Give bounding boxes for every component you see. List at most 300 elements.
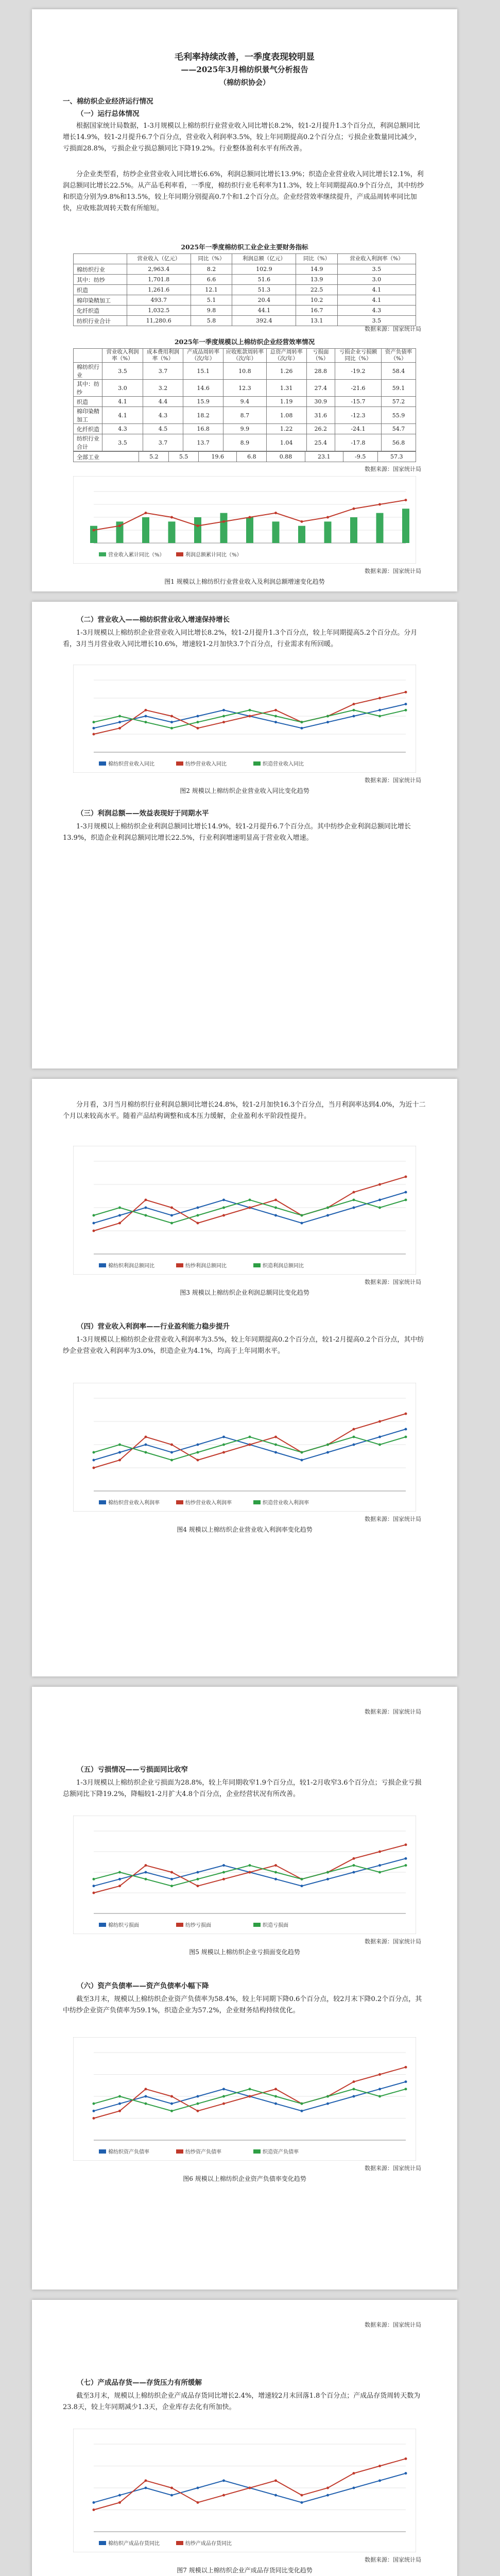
- series-point: [197, 1207, 199, 1209]
- legend-swatch: [253, 1500, 261, 1504]
- series-point: [405, 691, 407, 693]
- table-cell: 1.31: [266, 380, 306, 397]
- series-point: [274, 1214, 277, 1217]
- series-point: [249, 516, 251, 519]
- bar-mark: [402, 509, 409, 543]
- table-cell: 5.8: [191, 316, 232, 326]
- table-cell: 54.7: [382, 424, 416, 434]
- chart-frame: [73, 2037, 416, 2161]
- table-cell: 25.4: [306, 434, 335, 451]
- legend-swatch: [176, 2541, 183, 2545]
- column-header: [74, 254, 127, 264]
- table-cell: 19.6: [199, 452, 237, 462]
- table-cell: 59.1: [382, 380, 416, 397]
- series-point: [222, 2494, 225, 2497]
- table-row: [74, 424, 416, 434]
- table-cell: 8.2: [191, 264, 232, 275]
- series-point: [145, 1871, 147, 1874]
- column-header: 成本费用利润率（%）: [143, 349, 183, 363]
- subsection-heading: （五）亏损情况——亏损面同比收窄: [77, 1766, 188, 1774]
- table-cell: 5.2: [139, 452, 169, 462]
- series-point: [145, 721, 147, 723]
- table-cell: 493.7: [127, 295, 191, 306]
- series-point: [326, 2494, 329, 2497]
- table-header-row: [74, 349, 416, 363]
- series-point: [118, 715, 121, 718]
- series-point: [301, 1885, 303, 1887]
- series-point: [222, 2479, 225, 2482]
- column-header: 利润总额（亿元）: [232, 254, 296, 264]
- series-point: [222, 715, 225, 718]
- legend-label: 纺纱资产负债率: [185, 2149, 221, 2155]
- table-row: [74, 295, 416, 306]
- series-point: [378, 2095, 381, 2098]
- table-cell: 1.19: [266, 397, 306, 407]
- source-note: 数据来源：国家统计局: [365, 2165, 421, 2172]
- subsection-heading: （一）运行总体情况: [77, 110, 140, 118]
- table-row: [74, 275, 416, 285]
- table-cell: 3.5: [337, 264, 416, 275]
- series-point: [274, 1878, 277, 1880]
- row-label: 棉印染精加工: [74, 295, 127, 306]
- legend-label: 纺纱营业收入同比: [185, 761, 227, 767]
- series-point: [93, 1892, 95, 1894]
- column-header: 同比（%）: [191, 254, 232, 264]
- table-row: [74, 363, 416, 380]
- series-point: [405, 1843, 407, 1846]
- series-point: [170, 2095, 173, 2098]
- legend-swatch: [176, 1500, 183, 1504]
- series-point: [274, 512, 277, 514]
- series-point: [249, 1864, 251, 1867]
- series-point: [118, 1222, 121, 1225]
- series-point: [326, 1207, 329, 1209]
- bar-mark: [246, 517, 253, 543]
- series-point: [405, 2080, 407, 2083]
- series-point: [353, 2095, 355, 2098]
- series-point: [145, 2103, 147, 2105]
- series-point: [274, 1199, 277, 1201]
- series-point: [301, 2494, 303, 2497]
- financial-indicators-table: [73, 253, 416, 326]
- chart-frame: [73, 1146, 416, 1275]
- chart-revenue-yoy: [73, 665, 416, 773]
- series-point: [222, 1871, 225, 1874]
- source-note: 数据来源：国家统计局: [365, 326, 421, 332]
- subsection-heading: （七）产成品存货——存货压力有所缓解: [77, 2379, 202, 2387]
- table-cell: 9.4: [223, 397, 267, 407]
- chart-caption: 图7 规模以上棉纺织企业产成品存货同比变化趋势: [177, 2567, 313, 2574]
- chart-frame: [73, 1816, 416, 1934]
- bar-mark: [324, 521, 332, 543]
- table-cell: 3.2: [143, 380, 183, 397]
- legend-swatch: [99, 761, 106, 766]
- series-point: [145, 1199, 147, 1201]
- series-point: [197, 1444, 199, 1446]
- row-label: 棉纺织行业: [74, 264, 127, 275]
- series-point: [301, 520, 303, 523]
- series-point: [378, 1183, 381, 1186]
- body-paragraph: 分月看，3月当月棉纺织行业利润总额同比增长24.8%，较1-2月加快16.3个百分点，当月利润率达到4.0%，为近十二个月以来较高水平。随着产品结构调整和成本压力缓解，企业盈利水平阶段性提升。: [63, 1101, 426, 1120]
- series-point: [378, 697, 381, 700]
- table-cell: 9.8: [191, 306, 232, 316]
- legend-label: 利润总额累计同比（%）: [185, 552, 242, 558]
- series-point: [118, 727, 121, 730]
- series-point: [378, 1851, 381, 1853]
- chart-frame: [73, 2429, 416, 2552]
- series-point: [274, 2095, 277, 2098]
- series-point: [274, 2494, 277, 2497]
- column-header: [74, 349, 102, 363]
- legend-label: 织造利润总额同比: [263, 1263, 304, 1269]
- series-point: [93, 2103, 95, 2105]
- chart-caption: 图5 规模以上棉纺织企业亏损面变化趋势: [189, 1948, 300, 1956]
- body-paragraph: 分企业类型看，纺纱企业营业收入同比增长6.6%，利润总额同比增长13.9%；织造企业营业收入同比增长12.1%，利润总额同比增长22.5%。从产品毛利率看，一季度，棉纺织行业毛利率为11.3%，较上年同期提高0.9个百分点，其中纺纱和织造分别为9.8%和13.5%，较上年同期分别提高0.7个和1.2个百分点。企业经营效率继续提升，产成品周转率同比加快，应收账款周转天数有所缩短。: [63, 171, 424, 212]
- series-point: [353, 2080, 355, 2083]
- series-point: [145, 512, 147, 514]
- series-point: [405, 2458, 407, 2460]
- table-cell: 15.1: [183, 363, 223, 380]
- series-point: [118, 524, 121, 527]
- table-cell: 3.5: [102, 434, 143, 451]
- series-point: [274, 2103, 277, 2105]
- table-cell: 9.9: [223, 424, 267, 434]
- table-cell: 2,963.4: [127, 264, 191, 275]
- series-point: [378, 1444, 381, 1446]
- series-point: [93, 529, 95, 532]
- series-point: [93, 733, 95, 736]
- table-cell: 16.7: [296, 306, 337, 316]
- series-point: [222, 2088, 225, 2090]
- table-cell: 57.3: [377, 452, 416, 462]
- series-point: [118, 1214, 121, 1217]
- series-point: [118, 1207, 121, 1209]
- series-point: [145, 1207, 147, 1209]
- table-cell: 6.8: [237, 452, 267, 462]
- series-point: [118, 1459, 121, 1462]
- body-paragraph: 1-3月规模以上棉纺织企业营业收入同比增长8.2%，较1-2月提升1.3个百分点，较上年同期提高5.2个百分点。分月看，3月当月营业收入同比增长10.6%，增速较1-2月加快3.7个百分点，行业需求有所回暖。: [63, 629, 418, 648]
- table-cell: 18.2: [183, 407, 223, 424]
- table-cell: 14.9: [296, 264, 337, 275]
- column-header: 同比（%）: [296, 254, 337, 264]
- series-point: [145, 2095, 147, 2098]
- column-header: 总资产周转率（次/年）: [266, 349, 306, 363]
- series-point: [405, 1199, 407, 1201]
- table-cell: 14.6: [183, 380, 223, 397]
- table-cell: 12.3: [223, 380, 267, 397]
- series-point: [353, 507, 355, 510]
- column-header: 亏损面（%）: [306, 349, 335, 363]
- table-cell: 3.0: [102, 380, 143, 397]
- series-point: [301, 2110, 303, 2112]
- series-point: [378, 2465, 381, 2467]
- series-point: [197, 524, 199, 527]
- series-point: [145, 2479, 147, 2482]
- series-point: [118, 1444, 121, 1446]
- column-header: 产成品周转率（次/年）: [183, 349, 223, 363]
- legend-label: 纺纱亏损面: [185, 1923, 211, 1928]
- series-point: [145, 1864, 147, 1867]
- series-point: [326, 715, 329, 718]
- series-point: [249, 1436, 251, 1438]
- series-point: [118, 2110, 121, 2112]
- series-point: [222, 721, 225, 723]
- table-cell: 30.9: [306, 397, 335, 407]
- body-paragraph: 截至3月末，规模以上棉纺织企业资产负债率为58.4%，较上年同期下降0.6个百分点，较2月末下降0.2个百分点，其中纺纱企业资产负债率为59.1%，织造企业为57.2%，企业财务结构持续优化。: [63, 1995, 422, 2014]
- bar-mark: [272, 521, 280, 543]
- series-point: [405, 1436, 407, 1438]
- series-point: [353, 1871, 355, 1874]
- table-cell: 58.4: [382, 363, 416, 380]
- series-point: [170, 2103, 173, 2105]
- series-point: [353, 703, 355, 705]
- series-point: [145, 715, 147, 718]
- series-point: [222, 1436, 225, 1438]
- series-point: [249, 1207, 251, 1209]
- series-point: [353, 1864, 355, 1867]
- chart-profit-yoy: [73, 1146, 416, 1275]
- series-point: [170, 2487, 173, 2489]
- legend-label: 纺纱利润总额同比: [185, 1263, 227, 1269]
- series-point: [222, 1864, 225, 1867]
- row-label: 其中：纺纱: [74, 275, 127, 285]
- series-point: [170, 1214, 173, 1217]
- series-point: [249, 2095, 251, 2098]
- series-point: [405, 1176, 407, 1178]
- table-title: 2025年一季度规模以上棉纺织企业经营效率情况: [174, 338, 315, 346]
- column-header: 营业收入（亿元）: [127, 254, 191, 264]
- series-point: [145, 1444, 147, 1446]
- series-point: [274, 1864, 277, 1867]
- table-cell: 6.6: [191, 275, 232, 285]
- series-point: [197, 1878, 199, 1880]
- series-point: [301, 1878, 303, 1880]
- series-point: [274, 2088, 277, 2090]
- series-point: [170, 1878, 173, 1880]
- series-point: [405, 709, 407, 711]
- table-cell: 392.4: [232, 316, 296, 326]
- series-point: [145, 1878, 147, 1880]
- series-point: [93, 1467, 95, 1469]
- table-row: [74, 397, 416, 407]
- table-row: [74, 380, 416, 397]
- table-row: [74, 407, 416, 424]
- table-row: [74, 285, 416, 295]
- table-cell: -15.7: [335, 397, 381, 407]
- legend-swatch: [253, 761, 261, 766]
- series-point: [170, 1444, 173, 1446]
- series-point: [170, 1222, 173, 1225]
- table-cell: 10.2: [296, 295, 337, 306]
- table-cell: 10.8: [223, 363, 267, 380]
- series-point: [353, 1428, 355, 1431]
- table-row: [74, 264, 416, 275]
- series-point: [145, 1451, 147, 1454]
- legend-label: 织造亏损面: [263, 1923, 288, 1928]
- series-point: [353, 1191, 355, 1194]
- series-point: [274, 1436, 277, 1438]
- series-point: [274, 1444, 277, 1446]
- body-paragraph: 截至3月末，规模以上棉纺织企业产成品存货同比增长2.4%，增速较2月末回落1.8个百分点；产成品存货周转天数为23.8天，较上年同期减少1.3天，企业库存去化有所加快。: [63, 2392, 421, 2411]
- series-point: [326, 2095, 329, 2098]
- chart-caption: 图3 规模以上棉纺织企业利润总额同比变化趋势: [180, 1289, 309, 1296]
- series-point: [353, 2472, 355, 2475]
- legend-swatch: [99, 1263, 106, 1267]
- table-cell: 1,261.6: [127, 285, 191, 295]
- legend-label: 棉纺织营业收入利润率: [108, 1500, 160, 1506]
- series-point: [145, 1214, 147, 1217]
- series-point: [378, 1420, 381, 1423]
- chart-caption: 图4 规模以上棉纺织企业营业收入利润率变化趋势: [177, 1526, 313, 1533]
- series-point: [353, 2487, 355, 2489]
- series-point: [353, 709, 355, 711]
- series-point: [170, 1871, 173, 1874]
- series-point: [274, 1871, 277, 1874]
- row-label: 织造: [74, 397, 102, 407]
- bar-mark: [350, 517, 357, 543]
- series-point: [170, 2494, 173, 2497]
- series-point: [222, 1214, 225, 1217]
- source-note: 数据来源：国家统计局: [365, 1708, 421, 1715]
- bar-mark: [298, 526, 305, 543]
- series-point: [222, 1878, 225, 1880]
- series-point: [170, 727, 173, 730]
- series-point: [197, 2487, 199, 2489]
- series-point: [405, 2088, 407, 2090]
- series-point: [274, 709, 277, 711]
- legend-swatch: [99, 1923, 106, 1927]
- series-point: [301, 1459, 303, 1462]
- legend-label: 织造营业收入利润率: [263, 1500, 309, 1506]
- table-cell: 4.3: [102, 424, 143, 434]
- chart-loss-ratio: [73, 1816, 416, 1934]
- row-label: 全部工业: [74, 452, 139, 462]
- table-cell: 51.6: [232, 275, 296, 285]
- series-point: [301, 721, 303, 723]
- chart-caption: 图2 规模以上棉纺织企业营业收入同比变化趋势: [180, 787, 309, 794]
- legend-swatch: [253, 2149, 261, 2154]
- series-point: [93, 1230, 95, 1232]
- body-paragraph: 1-3月规模以上棉纺织企业利润总额同比增长14.9%，较1-2月提升6.7个百分点。其中纺纱企业利润总额同比增长13.9%，织造企业利润总额同比增长22.5%，行业利润增速明显高于营业收入增速。: [63, 823, 411, 842]
- series-point: [197, 1214, 199, 1217]
- series-point: [405, 1413, 407, 1415]
- series-point: [405, 1191, 407, 1194]
- table-cell: 0.88: [267, 452, 305, 462]
- row-label: 纺织行业合计: [74, 434, 102, 451]
- series-point: [197, 2501, 199, 2504]
- series-point: [301, 727, 303, 730]
- series-point: [118, 2103, 121, 2105]
- series-point: [326, 721, 329, 723]
- series-point: [118, 1878, 121, 1880]
- efficiency-table-continued: [73, 451, 416, 462]
- table-cell: -17.8: [335, 434, 381, 451]
- legend-swatch: [99, 552, 106, 556]
- series-point: [353, 1207, 355, 1209]
- bar-mark: [90, 526, 97, 543]
- series-point: [197, 1222, 199, 1225]
- chart-caption: 图1 规模以上棉纺织行业营业收入及利润总额增速变化趋势: [164, 578, 325, 585]
- series-point: [274, 1207, 277, 1209]
- table-cell: 4.1: [337, 295, 416, 306]
- table-cell: 4.1: [102, 407, 143, 424]
- series-point: [378, 2073, 381, 2076]
- series-point: [249, 715, 251, 718]
- series-point: [93, 1885, 95, 1887]
- series-point: [353, 715, 355, 718]
- legend-swatch: [176, 1263, 183, 1267]
- series-point: [197, 727, 199, 730]
- chart-debt-ratio: [73, 2037, 416, 2161]
- chart-caption: 图6 规模以上棉纺织企业资产负债率变化趋势: [183, 2175, 306, 2182]
- series-point: [405, 1428, 407, 1431]
- chart-frame: [73, 1383, 416, 1512]
- series-point: [326, 1444, 329, 1446]
- legend-swatch: [176, 761, 183, 766]
- series-point: [405, 1864, 407, 1867]
- table-cell: 16.8: [183, 424, 223, 434]
- source-note: 数据来源：国家统计局: [365, 1279, 421, 1285]
- series-point: [378, 1864, 381, 1867]
- table-cell: 28.8: [306, 363, 335, 380]
- table-cell: 4.5: [143, 424, 183, 434]
- series-point: [326, 1878, 329, 1880]
- subsection-heading: （三）利润总额——效益表现好于同期水平: [77, 809, 209, 818]
- series-point: [222, 709, 225, 711]
- series-point: [197, 1871, 199, 1874]
- legend-label: 纺纱营业收入利润率: [185, 1500, 232, 1506]
- series-point: [118, 1885, 121, 1887]
- subsection-heading: （六）资产负债率——资产负债率小幅下降: [77, 1982, 209, 1990]
- chart-revenue-profit-growth: [73, 476, 416, 564]
- series-point: [197, 1451, 199, 1454]
- series-point: [93, 2110, 95, 2112]
- table-cell: 56.8: [382, 434, 416, 451]
- table-cell: -19.2: [335, 363, 381, 380]
- legend-label: 棉纺织亏损面: [108, 1923, 139, 1928]
- legend-swatch: [176, 552, 183, 556]
- series-point: [145, 709, 147, 711]
- table-cell: 12.1: [191, 285, 232, 295]
- series-point: [93, 2117, 95, 2120]
- table-cell: 23.1: [305, 452, 343, 462]
- table-cell: 3.7: [143, 363, 183, 380]
- table-cell: -24.1: [335, 424, 381, 434]
- series-point: [353, 2088, 355, 2090]
- source-note: 数据来源：国家统计局: [365, 568, 421, 574]
- legend-swatch: [176, 1923, 183, 1927]
- series-point: [249, 709, 251, 711]
- table-cell: 8.7: [223, 407, 267, 424]
- series-point: [353, 1444, 355, 1446]
- table-cell: 8.9: [223, 434, 267, 451]
- column-header: 应收账款周转率（次/年）: [223, 349, 267, 363]
- row-label: 化纤织造: [74, 306, 127, 316]
- series-point: [145, 1436, 147, 1438]
- row-label: 其中：纺纱: [74, 380, 102, 397]
- series-point: [93, 1878, 95, 1880]
- table-cell: 1.22: [266, 424, 306, 434]
- series-point: [170, 1451, 173, 1454]
- series-point: [353, 1857, 355, 1860]
- series-point: [197, 715, 199, 718]
- bar-mark: [194, 517, 201, 543]
- series-point: [326, 1871, 329, 1874]
- legend-label: 棉纺织产成品存货同比: [108, 2541, 160, 2547]
- series-point: [197, 2095, 199, 2098]
- section-heading: 一、棉纺织企业经济运行情况: [63, 97, 153, 106]
- table-cell: 31.6: [306, 407, 335, 424]
